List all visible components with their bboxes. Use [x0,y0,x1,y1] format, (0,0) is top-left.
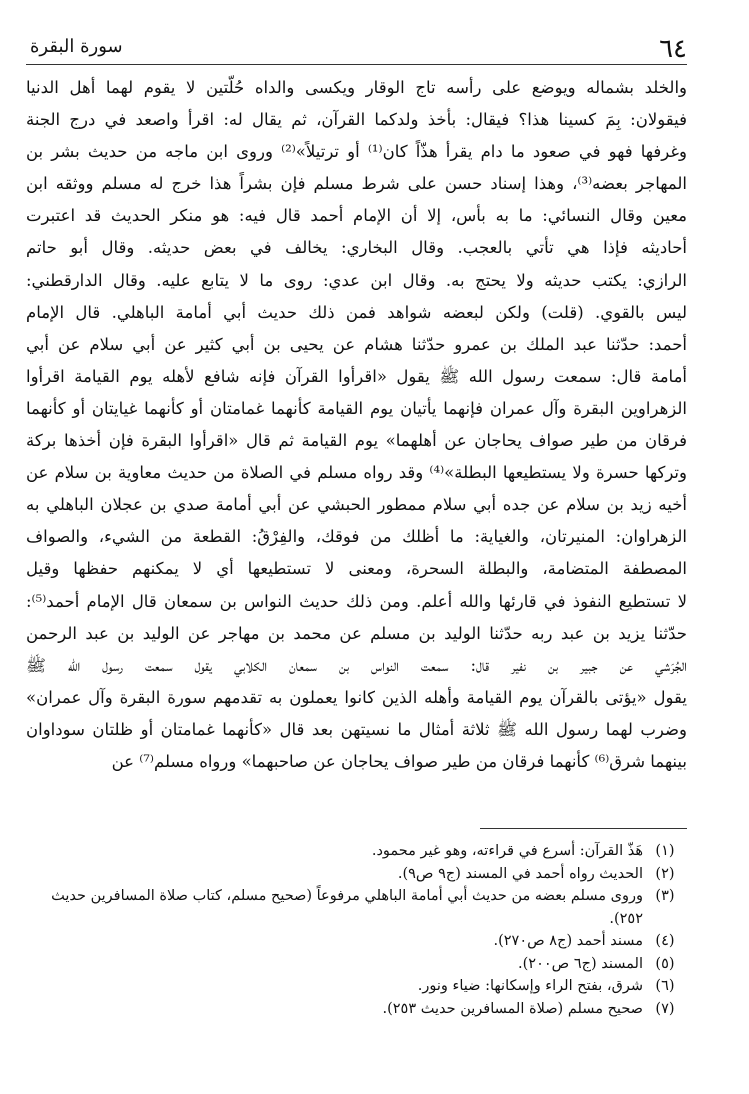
footnote-number: (١) [655,843,675,859]
text-line: والخلد بشماله ويوضع على رأسه تاج الوقار ويكسى والداه حُلّتين لا يقوم لهما أهل الدنيا [26,78,687,97]
footnote-rule [480,828,687,829]
footnote-number: (٣) [655,888,675,904]
text-line: فيقولان: بِمَ كسينا هذا؟ فيقال: بأخذ ولدكما القرآن، ثم يقال له: اقرأ واصعد في درج الجنة [26,110,687,130]
footnote-text: مسند أحمد (ج٨ ص٢٧٠). [493,933,643,949]
text-line: وغرفها فهو في صعود ما دام يقرأ هذّاً كان⁽¹⁾ أو ترتيلاً»⁽²⁾ وروى ابن ماجه من حديث بشر بن [26,142,687,162]
footnote-text: المسند (ج٦ ص٢٠٠). [518,955,643,972]
footnote-text: الحديث رواه أحمد في المسند (ج٩ ص٩). [397,865,643,882]
text-line: لا تستطيع النفوذ في قارئها والله أعلم. ومن ذلك حديث النواس بن سمعان قال الإمام أحمد⁽⁵⁾: [26,591,687,611]
text-line: الزهراوين البقرة وآل عمران فإنهما يأتيان يوم القيامة كأنهما غمامتان أو كأنهما غيايتان أو كأنهما [26,398,687,418]
text-line: المصطفة المتضامة، والبطلة السحرة، ومعنى لا تستطيعها أي لا يمكنهم حفظها وقيل [26,559,687,579]
text-line: وتركها حسرة ولا يستطيعها البطلة»⁽⁴⁾ وقد رواه مسلم في الصلاة من حديث معاوية بن سلام عن [26,463,687,483]
footnote-number: (٤) [655,933,675,949]
footnote-text: شرق، بفتح الراء وإسكانها: ضياء ونور. [417,978,643,994]
footnote-text: صحيح مسلم (صلاة المسافرين حديث ٢٥٣). [382,1000,643,1017]
text-line: ليس بالقوي. (قلت) ولكن لبعضه شواهد فمن ذلك حديث أبي أمامة الباهلي. قال الإمام [26,302,687,322]
text-line: أمامة قال: سمعت رسول الله ﷺ يقول «اقرأوا القرآن فإنه شافع لأهله يوم القيامة اقرأوا [26,366,687,386]
text-line: الجُرَشي عن جبير بن نفير قال: سمعت النواس بن سمعان الكلابي يقول سمعت رسول الله ﷺ [26,655,687,675]
text-line: وضرب لهما رسول الله ﷺ ثلاثة أمثال ما نسيتهن بعد قال «كأنهما غمامتان أو ظلتان سوداوان [26,719,687,739]
page-header [26,30,687,64]
main-text [26,72,687,778]
text-line: أحاديثه فإذا هي تأتي بالعجب. وقال البخاري: يخالف في بعض حديثه. وقال أبو حاتم [26,238,687,258]
text-line: أحمد: حدّثنا عبد الملك بن عمرو حدّثنا هشام عن يحيى بن أبي كثير عن أبي سلام عن أبي [26,334,687,354]
running-title: سورة البقرة [30,36,123,57]
text-line: أخيه زيد بن سلام عن جده أبي سلام ممطور الحبشي عن أبي أمامة صدي بن عجلان الباهلي به [26,495,687,515]
text-line: حدّثنا يزيد بن عبد ربه حدّثنا الوليد بن مسلم عن محمد بن مهاجر عن الوليد بن عبد الرحمن [26,623,687,643]
footnote-number: (٧) [655,1000,675,1017]
footnote [26,930,687,953]
footnote [26,975,687,998]
text-line: المهاجر بعضه⁽³⁾، وهذا إسناد حسن على شرط مسلم فإن بشراً هذا خرج له مسلم ووثقه ابن [26,174,687,194]
footnote [26,953,687,976]
footnote-text: وروى مسلم بعضه من حديث أبي أمامة الباهلي مرفوعاً (صحيح مسلم، كتاب صلاة المسافرين حديث ٢٥٢). [51,888,643,927]
footnote [26,998,687,1021]
footnote [26,885,687,930]
text-line: فرقان من طير صواف يحاجان عن أهلهما» يوم القيامة ثم قال «اقرأوا البقرة فإن أخذها بركة [26,431,687,451]
footnote [26,863,687,886]
text-line: يقول «يؤتى بالقرآن يوم القيامة وأهله الذين كانوا يعملون به تقدمهم سورة البقرة وآل عمران» [26,687,687,707]
header-rule [26,64,687,65]
footnote-number: (٢) [655,865,675,882]
page-number: ٦٤ [659,34,687,64]
text-line: الرازي: يكتب حديثه ولا يحتج به. وقال ابن عدي: روى ما لا يتابع عليه. وقال الدارقطني: [26,270,687,290]
text-line: الزهراوان: المنيرتان، والغياية: ما أظلك من فوقك، والفِرْقُ: القطعة من الشيء، والصواف [26,527,687,547]
text-line: بينهما شرق⁽⁶⁾ كأنهما فرقان من طير صواف يحاجان عن صاحبهما» ورواه مسلم⁽⁷⁾ عن [111,751,687,771]
footnotes [26,840,687,1020]
footnote-number: (٥) [655,955,675,972]
footnote-number: (٦) [655,978,675,994]
text-line: معين وقال النسائي: ما به بأس، إلا أن الإمام أحمد قال فيه: هو منكر الحديث قد اعتبرت [26,206,687,226]
footnote-text: هَذّ القرآن: أسرع في قراءته، وهو غير محمود. [371,843,643,859]
footnote [26,840,687,863]
